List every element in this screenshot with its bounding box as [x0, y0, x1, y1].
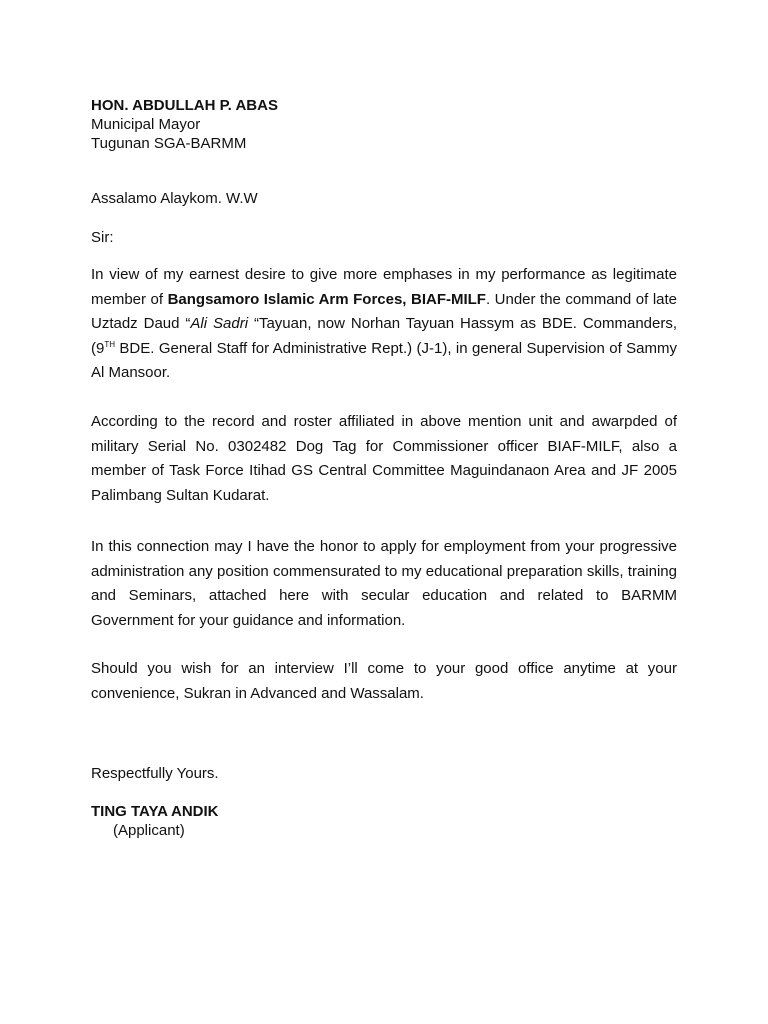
paragraph-1-text-3: “Tayuan, now Norhan Tayuan Hassym as BDE. Commanders, (9 — [91, 315, 678, 357]
ordinal-suffix: TH — [104, 339, 116, 349]
paragraph-3: In this connection may I have the honor to apply for employment from your progressive administration any position commensurated to my educational preparation skills, training and Seminars, attached here with secular education and related to BARMM Government for your guidance and information. — [91, 538, 677, 629]
paragraph-1-text-2: . Under the command of late Uztadz Daud “ — [91, 290, 678, 332]
commander-alias: Ali Sadri — [190, 315, 249, 332]
organization-name: Bangsamoro Islamic Arm Forces, BIAF-MILF — [167, 290, 486, 308]
recipient-title: Municipal Mayor — [91, 116, 201, 133]
signature-role: (Applicant) — [113, 822, 185, 839]
paragraph-1-text-1: In view of my earnest desire to give more emphases in my performance as legitimate member of — [91, 266, 677, 308]
recipient-name: HON. ABDULLAH P. ABAS — [91, 97, 278, 114]
paragraph-4: Should you wish for an interview I’ll come to your good office anytime at your convenience, Sukran in Advanced and Wassalam. — [91, 660, 677, 702]
paragraph-1 — [91, 263, 677, 386]
paragraph-2: According to the record and roster affiliated in above mention unit and awarpded of military Serial No. 0302482 Dog Tag for Commissioner officer BIAF-MILF, also a member of Task Force Itihad GS Central Committee Maguindanaon Area and JF 2005 Palimbang Sultan Kudarat. — [91, 413, 677, 504]
recipient-block — [91, 96, 278, 153]
signature-name: TING TAYA ANDIK — [91, 803, 219, 820]
salutation: Sir: — [91, 229, 114, 246]
closing: Respectfully Yours. — [91, 765, 219, 782]
paragraph-1-text-4: BDE. General Staff for Administrative Rept.) (J-1), in general Supervision of Sammy Al Mansoor. — [91, 339, 677, 381]
recipient-location: Tugunan SGA-BARMM — [91, 135, 247, 152]
greeting: Assalamo Alaykom. W.W — [91, 190, 258, 207]
